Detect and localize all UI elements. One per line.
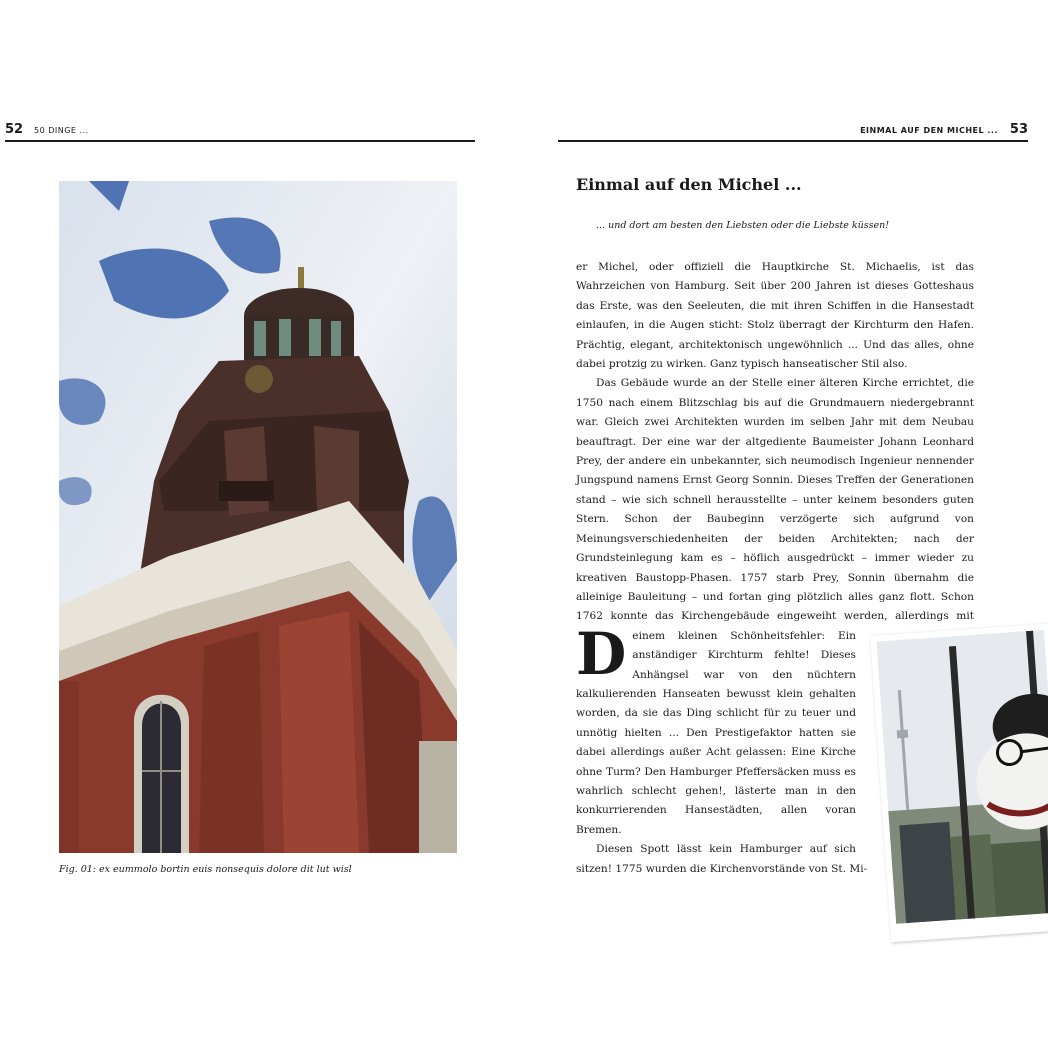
church-tower-photo bbox=[59, 181, 457, 853]
chapter-subtitle: ... und dort am besten den Liebsten oder die Liebste küssen! bbox=[596, 220, 890, 231]
mascot-snapshot-photo bbox=[870, 623, 1048, 943]
left-page-header bbox=[5, 118, 475, 142]
running-head-right: EINMAL AUF DEN MICHEL ... bbox=[860, 126, 998, 135]
running-head-left: 50 DINGE ... bbox=[34, 126, 89, 135]
paragraph-2: Das Gebäude wurde an der Stelle einer älteren Kirche errichtet, die 1750 nach einem Blitzschlag bis auf die Grundmauern niedergebrannt war. Gleich zwei Architekten wurden im selben Jahr mit dem Neubau beauftragt. Der eine war der altgediente Baumeister Johann Leonhard Prey, der andere ein unbekannter, sich neumodisch Ingenieur nennender Jungspund namens Ernst Georg Sonnin. Dieses Treffen der Generationen stand – wie sich schnell herausstellte – unter keinem besonders guten Stern. Schon der Baubeginn verzögerte sich aufgrund von Meinungsverschiedenheiten der beiden Architekten; nach der Grundsteinlegung kam es – höflich ausgedrückt – immer wieder zu kreativen Baustopp-Phasen. 1757 starb Prey, Sonnin übernahm die alleinige Bauleitung – und fortan ging plötzlich alles ganz flott. Schon 1762 konnte das Kirchengebäude eingeweiht werden, allerdings mit einem kleinen Schönheitsfehler: Ein anständiger Kirchturm fehlte! Dieses Anhängsel war von den nüchtern kalkulierenden Hanseaten bewusst klein gehalten worden, da sie das Ding schlicht für zu teuer und unnötig hielten ... Den Prestigefaktor hatten sie dabei allerdings außer Acht gelassen: Eine Kirche ohne Turm? Den Hamburger Pfeffersäcken muss es wahrlich schlecht gehen!, lästerte man in den konkurrierenden Hansestädten, allen voran Bremen. bbox=[576, 377, 974, 836]
page-number-right: 53 bbox=[1009, 122, 1028, 137]
drop-cap: D bbox=[576, 620, 627, 688]
paragraph-1-text: er Michel, oder offiziell die Hauptkirche St. Michaelis, ist das Wahrzeichen von Hamburg. Seit über 200 Jahren ist dieses Gotteshaus das Erste, was den Seeleuten, die mit ihren Schiffen in die Hansestadt einlaufen, in die Augen sticht: Stolz überragt der Kirchturm den Hafen. Prächtig, elegant, architektonisch ungewöhnlich ... Und das alles, ohne dabei protzig zu wirken. Ganz typisch hanseatischer Stil also. bbox=[576, 261, 974, 371]
chapter-title: Einmal auf den Michel ... bbox=[576, 175, 802, 194]
figure-caption: Fig. 01: ex eummolo bortin euis nonsequis dolore dit lut wisl bbox=[59, 864, 352, 875]
paragraph-3: Diesen Spott lässt kein Hamburger auf sich sitzen! 1775 wurden die Kirchenvorstände von St. Mi- bbox=[576, 843, 868, 875]
right-page-header bbox=[558, 118, 1028, 142]
page-number-left: 52 bbox=[5, 122, 24, 137]
